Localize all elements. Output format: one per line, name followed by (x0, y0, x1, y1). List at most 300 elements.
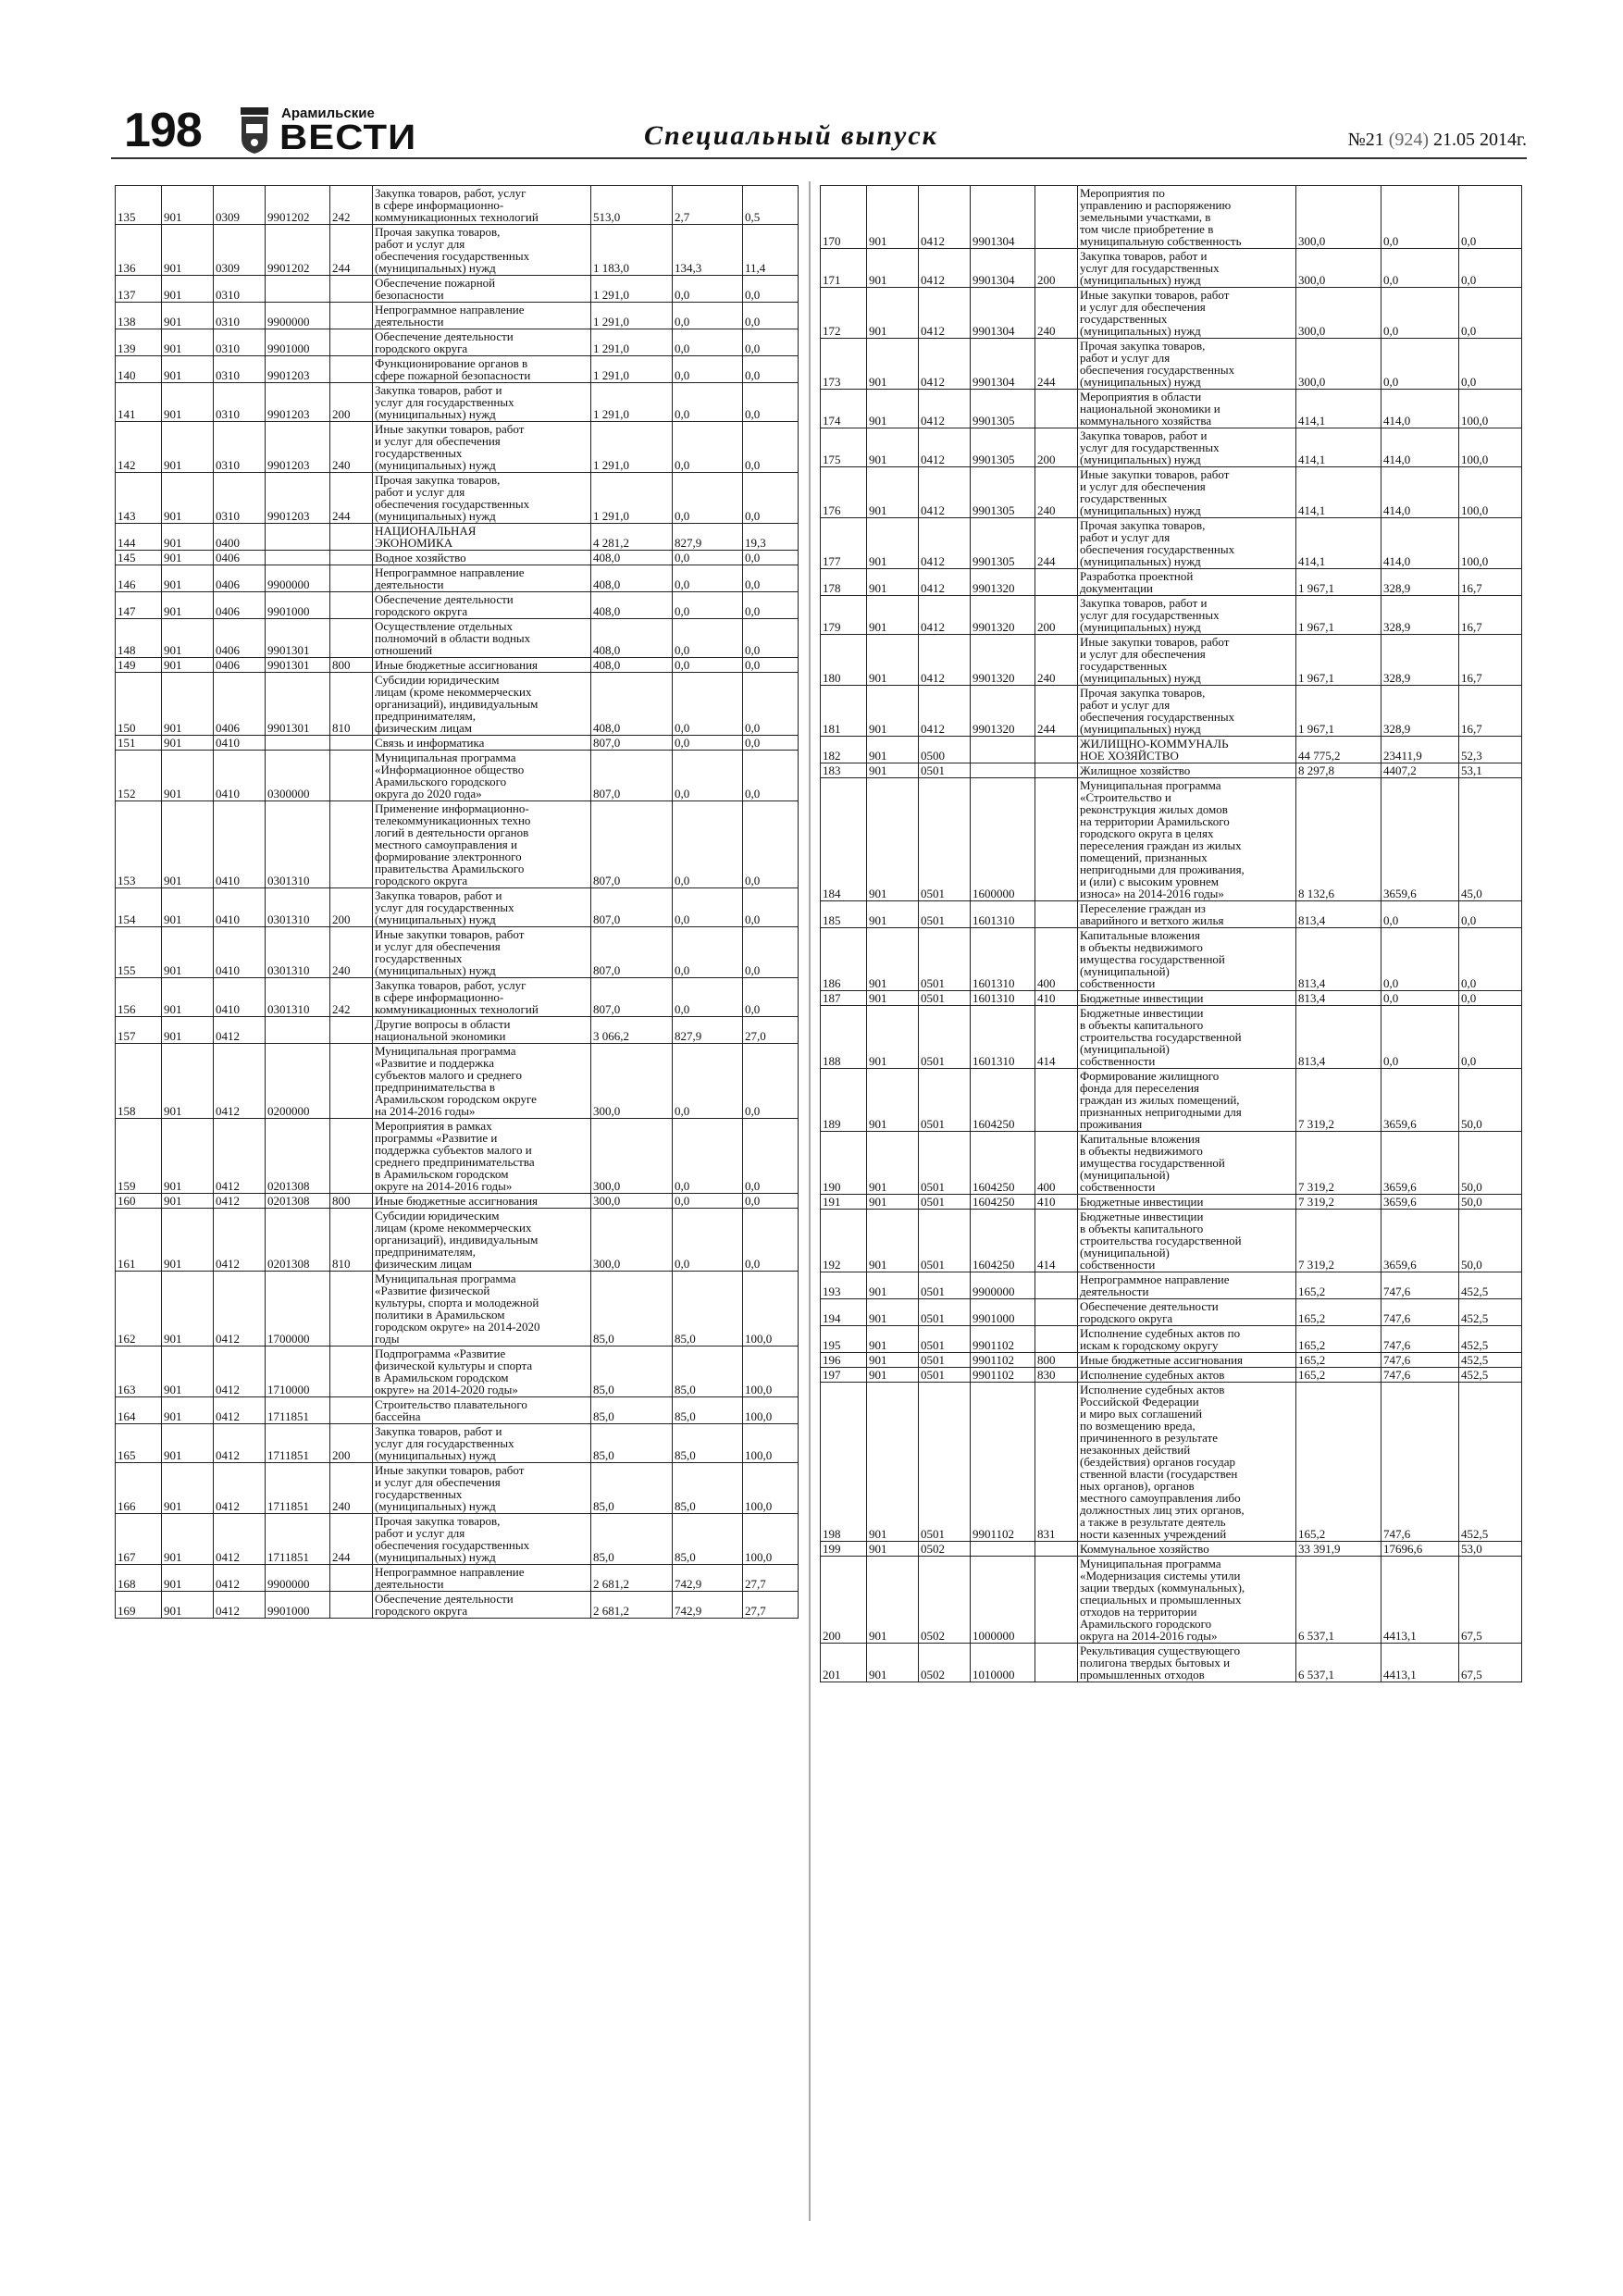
executed-amount: 4413,1 (1381, 1557, 1459, 1644)
planned-amount: 8 132,6 (1296, 778, 1381, 901)
executed-amount: 328,9 (1381, 569, 1459, 596)
executed-amount: 0,0 (673, 619, 743, 658)
executed-amount: 0,0 (1381, 339, 1459, 390)
table-row (821, 288, 1522, 339)
executed-amount: 2,7 (673, 186, 743, 225)
admin-code: 901 (162, 801, 214, 888)
table-row (116, 1272, 799, 1347)
budget-table-right (820, 185, 1522, 1682)
admin-code: 901 (162, 225, 214, 276)
issue-number: №21 (1347, 130, 1384, 150)
section-code: 0412 (214, 1347, 266, 1397)
executed-amount: 0,0 (673, 673, 743, 736)
page-number: 198 (124, 104, 202, 157)
section-code: 0501 (919, 1272, 971, 1299)
planned-amount: 414,1 (1296, 390, 1381, 428)
admin-code: 901 (162, 1397, 214, 1424)
admin-code: 901 (162, 524, 214, 551)
section-code: 0501 (919, 1195, 971, 1210)
executed-amount: 0,0 (1381, 928, 1459, 991)
expense-type: 800 (330, 1194, 373, 1209)
admin-code: 901 (867, 596, 919, 635)
execution-percent: 100,0 (1459, 428, 1522, 467)
execution-percent: 0,0 (743, 276, 799, 303)
executed-amount: 827,9 (673, 1017, 743, 1044)
admin-code: 901 (162, 736, 214, 751)
expense-type (1035, 390, 1078, 428)
execution-percent: 50,0 (1459, 1132, 1522, 1195)
section-code: 0501 (919, 1383, 971, 1542)
row-number: 139 (116, 329, 162, 356)
target-code: 9901102 (971, 1368, 1035, 1383)
target-code (266, 276, 330, 303)
item-name: Муниципальная программа «Строительство и реконструкция жилых домов на территории Арамильского городского округа в целях переселения граждан из жилых помещений, признанных непригодными для проживания, и (или) с высоким уровнем износа» на 2014-2016 годы» (1078, 778, 1296, 901)
executed-amount: 747,6 (1381, 1326, 1459, 1353)
expense-type (1035, 737, 1078, 763)
row-number: 188 (821, 1006, 867, 1069)
planned-amount: 807,0 (591, 801, 673, 888)
planned-amount: 165,2 (1296, 1299, 1381, 1326)
table-row (116, 1514, 799, 1565)
execution-percent: 100,0 (743, 1272, 799, 1347)
expense-type: 244 (1035, 339, 1078, 390)
admin-code: 901 (867, 249, 919, 288)
execution-percent: 0,0 (743, 658, 799, 673)
execution-percent: 0,0 (1459, 991, 1522, 1006)
section-code: 0410 (214, 927, 266, 978)
item-name: Капитальные вложения в объекты недвижимого имущества государственной (муниципальной) собственности (1078, 1132, 1296, 1195)
expense-type: 200 (1035, 428, 1078, 467)
section-code: 0412 (919, 390, 971, 428)
target-code: 9901102 (971, 1353, 1035, 1368)
table-row (116, 1194, 799, 1209)
planned-amount: 300,0 (591, 1209, 673, 1272)
executed-amount: 3659,6 (1381, 1069, 1459, 1132)
execution-percent: 452,5 (1459, 1353, 1522, 1368)
row-number: 148 (116, 619, 162, 658)
execution-percent: 16,7 (1459, 635, 1522, 686)
expense-type: 414 (1035, 1210, 1078, 1272)
table-row (821, 1195, 1522, 1210)
section-code: 0406 (214, 551, 266, 565)
table-row (116, 619, 799, 658)
expense-type: 810 (330, 1209, 373, 1272)
planned-amount: 1 967,1 (1296, 686, 1381, 737)
section-code: 0406 (214, 673, 266, 736)
item-name: Коммунальное хозяйство (1078, 1542, 1296, 1557)
planned-amount: 8 297,8 (1296, 763, 1381, 778)
item-name: Обеспечение деятельности городского округа (1078, 1299, 1296, 1326)
target-code: 9901000 (971, 1299, 1035, 1326)
item-name: Иные закупки товаров, работ и услуг для обеспечения государственных (муниципальных) нужд (373, 422, 591, 473)
target-code: 0301310 (266, 927, 330, 978)
section-code: 0501 (919, 928, 971, 991)
execution-percent: 0,0 (743, 801, 799, 888)
admin-code: 901 (867, 467, 919, 518)
target-code: 1601310 (971, 1006, 1035, 1069)
logo-title: ВЕСТИ (279, 118, 417, 157)
row-number: 163 (116, 1347, 162, 1397)
execution-percent: 0,5 (743, 186, 799, 225)
table-row (116, 592, 799, 619)
table-row (821, 991, 1522, 1006)
target-code: 9901320 (971, 686, 1035, 737)
row-number: 161 (116, 1209, 162, 1272)
executed-amount: 85,0 (673, 1272, 743, 1347)
planned-amount: 7 319,2 (1296, 1195, 1381, 1210)
admin-code: 901 (867, 1006, 919, 1069)
target-code: 9901203 (266, 473, 330, 524)
target-code: 9901301 (266, 619, 330, 658)
target-code (971, 737, 1035, 763)
execution-percent: 0,0 (1459, 288, 1522, 339)
item-name: Бюджетные инвестиции в объекты капитального строительства государственной (муниципальной) собственности (1078, 1006, 1296, 1069)
row-number: 170 (821, 186, 867, 249)
item-name: Формирование жилищного фонда для переселения граждан из жилых помещений, признанных непригодными для проживания (1078, 1069, 1296, 1132)
execution-percent: 27,7 (743, 1592, 799, 1619)
target-code: 9901000 (266, 329, 330, 356)
admin-code: 901 (162, 329, 214, 356)
item-name: Прочая закупка товаров, работ и услуг для обеспечения государственных (муниципальных) нужд (1078, 686, 1296, 737)
executed-amount: 414,0 (1381, 518, 1459, 569)
table-row (821, 518, 1522, 569)
item-name: Прочая закупка товаров, работ и услуг для обеспечения государственных (муниципальных) нужд (373, 225, 591, 276)
item-name: Обеспечение деятельности городского округа (373, 592, 591, 619)
execution-percent: 452,5 (1459, 1299, 1522, 1326)
logo-small-text: Арамильские (281, 105, 375, 121)
admin-code: 901 (162, 888, 214, 927)
target-code: 9900000 (266, 303, 330, 329)
item-name: Иные бюджетные ассигнования (373, 1194, 591, 1209)
table-row (821, 1132, 1522, 1195)
section-code: 0412 (214, 1424, 266, 1463)
row-number: 174 (821, 390, 867, 428)
expense-type (330, 303, 373, 329)
planned-amount: 807,0 (591, 888, 673, 927)
expense-type (330, 1565, 373, 1592)
expense-type (330, 1017, 373, 1044)
target-code: 1604250 (971, 1210, 1035, 1272)
planned-amount: 300,0 (591, 1194, 673, 1209)
expense-type (1035, 1272, 1078, 1299)
target-code: 1010000 (971, 1644, 1035, 1682)
row-number: 157 (116, 1017, 162, 1044)
execution-percent: 0,0 (743, 673, 799, 736)
item-name: Бюджетные инвестиции в объекты капитального строительства государственной (муниципальной) собственности (1078, 1210, 1296, 1272)
executed-amount: 0,0 (673, 276, 743, 303)
execution-percent: 100,0 (1459, 390, 1522, 428)
admin-code: 901 (162, 356, 214, 383)
executed-amount: 85,0 (673, 1424, 743, 1463)
executed-amount: 414,0 (1381, 390, 1459, 428)
item-name: Связь и информатика (373, 736, 591, 751)
executed-amount: 747,6 (1381, 1383, 1459, 1542)
admin-code: 901 (867, 928, 919, 991)
row-number: 159 (116, 1119, 162, 1194)
row-number: 195 (821, 1326, 867, 1353)
table-row (821, 737, 1522, 763)
executed-amount: 0,0 (1381, 901, 1459, 928)
planned-amount: 85,0 (591, 1272, 673, 1347)
item-name: Прочая закупка товаров, работ и услуг для обеспечения государственных (муниципальных) нужд (1078, 339, 1296, 390)
executed-amount: 414,0 (1381, 467, 1459, 518)
executed-amount: 3659,6 (1381, 1195, 1459, 1210)
table-row (821, 1644, 1522, 1682)
admin-code: 901 (162, 751, 214, 801)
planned-amount: 807,0 (591, 736, 673, 751)
planned-amount: 7 319,2 (1296, 1069, 1381, 1132)
admin-code: 901 (867, 1132, 919, 1195)
row-number: 145 (116, 551, 162, 565)
admin-code: 901 (867, 1368, 919, 1383)
executed-amount: 742,9 (673, 1592, 743, 1619)
target-code: 1710000 (266, 1347, 330, 1397)
planned-amount: 807,0 (591, 978, 673, 1017)
row-number: 190 (821, 1132, 867, 1195)
section-code: 0412 (214, 1044, 266, 1119)
planned-amount: 408,0 (591, 565, 673, 592)
item-name: Функционирование органов в сфере пожарной безопасности (373, 356, 591, 383)
section-code: 0406 (214, 619, 266, 658)
table-row (821, 778, 1522, 901)
admin-code: 901 (162, 1119, 214, 1194)
section-code: 0412 (214, 1514, 266, 1565)
item-name: Мероприятия в рамках программы «Развитие и поддержка субъектов малого и среднего предпринимательства в Арамильском городском округе на 2014-2016 годы» (373, 1119, 591, 1194)
executed-amount: 17696,6 (1381, 1542, 1459, 1557)
target-code: 9900000 (266, 565, 330, 592)
target-code: 1604250 (971, 1132, 1035, 1195)
table-row (116, 329, 799, 356)
execution-percent: 67,5 (1459, 1644, 1522, 1682)
execution-percent: 0,0 (1459, 186, 1522, 249)
target-code: 9901203 (266, 383, 330, 422)
section-code: 0502 (919, 1644, 971, 1682)
planned-amount: 813,4 (1296, 901, 1381, 928)
target-code: 1604250 (971, 1069, 1035, 1132)
table-row (116, 1397, 799, 1424)
planned-amount: 414,1 (1296, 428, 1381, 467)
execution-percent: 27,7 (743, 1565, 799, 1592)
execution-percent: 0,0 (743, 751, 799, 801)
planned-amount: 300,0 (591, 1119, 673, 1194)
admin-code: 901 (867, 1326, 919, 1353)
execution-percent: 0,0 (743, 1119, 799, 1194)
executed-amount: 747,6 (1381, 1299, 1459, 1326)
table-row (116, 565, 799, 592)
item-name: Жилищное хозяйство (1078, 763, 1296, 778)
execution-percent: 0,0 (1459, 928, 1522, 991)
execution-percent: 0,0 (743, 356, 799, 383)
item-name: Непрограммное направление деятельности (1078, 1272, 1296, 1299)
target-code: 0300000 (266, 751, 330, 801)
executed-amount: 85,0 (673, 1514, 743, 1565)
expense-type (1035, 1557, 1078, 1644)
planned-amount: 300,0 (1296, 339, 1381, 390)
item-name: Исполнение судебных актов по искам к городскому округу (1078, 1326, 1296, 1353)
planned-amount: 4 281,2 (591, 524, 673, 551)
item-name: Обеспечение деятельности городского округа (373, 329, 591, 356)
executed-amount: 0,0 (673, 303, 743, 329)
expense-type: 240 (1035, 467, 1078, 518)
admin-code: 901 (867, 1353, 919, 1368)
section-code: 0412 (919, 288, 971, 339)
admin-code: 901 (162, 276, 214, 303)
section-code: 0410 (214, 888, 266, 927)
row-number: 199 (821, 1542, 867, 1557)
executed-amount: 747,6 (1381, 1368, 1459, 1383)
section-code: 0501 (919, 1006, 971, 1069)
execution-percent: 52,3 (1459, 737, 1522, 763)
expense-type: 200 (330, 383, 373, 422)
executed-amount: 23411,9 (1381, 737, 1459, 763)
row-number: 182 (821, 737, 867, 763)
expense-type (330, 1592, 373, 1619)
row-number: 172 (821, 288, 867, 339)
expense-type (330, 276, 373, 303)
section-code: 0412 (214, 1272, 266, 1347)
admin-code: 901 (162, 422, 214, 473)
target-code (266, 736, 330, 751)
target-code (266, 1017, 330, 1044)
planned-amount: 85,0 (591, 1397, 673, 1424)
planned-amount: 165,2 (1296, 1272, 1381, 1299)
target-code (266, 551, 330, 565)
admin-code: 901 (867, 737, 919, 763)
row-number: 189 (821, 1069, 867, 1132)
row-number: 141 (116, 383, 162, 422)
execution-percent: 0,0 (743, 978, 799, 1017)
planned-amount: 414,1 (1296, 467, 1381, 518)
item-name: Мероприятия в области национальной экономики и коммунального хозяйства (1078, 390, 1296, 428)
planned-amount: 807,0 (591, 927, 673, 978)
row-number: 197 (821, 1368, 867, 1383)
section-code: 0412 (919, 428, 971, 467)
item-name: Закупка товаров, работ и услуг для государственных (муниципальных) нужд (1078, 428, 1296, 467)
item-name: Обеспечение деятельности городского округа (373, 1592, 591, 1619)
table-row (116, 658, 799, 673)
table-row (821, 1210, 1522, 1272)
row-number: 185 (821, 901, 867, 928)
execution-percent: 100,0 (743, 1463, 799, 1514)
row-number: 160 (116, 1194, 162, 1209)
target-code (971, 763, 1035, 778)
row-number: 201 (821, 1644, 867, 1682)
executed-amount: 0,0 (673, 1194, 743, 1209)
issue-date: 21.05 2014г. (1433, 130, 1527, 150)
planned-amount: 2 681,2 (591, 1565, 673, 1592)
planned-amount: 408,0 (591, 592, 673, 619)
expense-type: 810 (330, 673, 373, 736)
expense-type (330, 565, 373, 592)
section-code: 0412 (919, 518, 971, 569)
planned-amount: 7 319,2 (1296, 1132, 1381, 1195)
target-code: 1711851 (266, 1424, 330, 1463)
section-code: 0412 (919, 249, 971, 288)
executed-amount: 328,9 (1381, 635, 1459, 686)
planned-amount: 33 391,9 (1296, 1542, 1381, 1557)
admin-code: 901 (867, 1210, 919, 1272)
table-row (116, 801, 799, 888)
executed-amount: 85,0 (673, 1463, 743, 1514)
executed-amount: 0,0 (673, 658, 743, 673)
admin-code: 901 (867, 778, 919, 901)
execution-percent: 0,0 (743, 551, 799, 565)
expense-type: 200 (1035, 596, 1078, 635)
item-name: Закупка товаров, работ, услуг в сфере информационно- коммуникационных технологий (373, 186, 591, 225)
target-code: 0301310 (266, 801, 330, 888)
executed-amount: 4413,1 (1381, 1644, 1459, 1682)
row-number: 193 (821, 1272, 867, 1299)
table-row (116, 673, 799, 736)
executed-amount: 4407,2 (1381, 763, 1459, 778)
admin-code: 901 (162, 303, 214, 329)
row-number: 183 (821, 763, 867, 778)
section-code: 0501 (919, 1299, 971, 1326)
admin-code: 901 (162, 1209, 214, 1272)
item-name: Применение информационно- телекоммуникационных техно логий в деятельности органов местного самоуправления и формирование электронного правительства Арамильского городского округа (373, 801, 591, 888)
planned-amount: 85,0 (591, 1424, 673, 1463)
section-code: 0309 (214, 225, 266, 276)
planned-amount: 300,0 (1296, 249, 1381, 288)
admin-code: 901 (867, 1272, 919, 1299)
table-row (821, 390, 1522, 428)
executed-amount: 0,0 (673, 329, 743, 356)
executed-amount: 85,0 (673, 1347, 743, 1397)
section-code: 0410 (214, 978, 266, 1017)
section-code: 0502 (919, 1542, 971, 1557)
target-code: 9901305 (971, 390, 1035, 428)
expense-type (1035, 1326, 1078, 1353)
execution-percent: 0,0 (1459, 901, 1522, 928)
item-name: Иные закупки товаров, работ и услуг для обеспечения государственных (муниципальных) нужд (373, 927, 591, 978)
item-name: Осуществление отдельных полномочий в области водных отношений (373, 619, 591, 658)
item-name: Иные закупки товаров, работ и услуг для обеспечения государственных (муниципальных) нужд (1078, 288, 1296, 339)
admin-code: 901 (867, 635, 919, 686)
executed-amount: 0,0 (673, 888, 743, 927)
admin-code: 901 (162, 383, 214, 422)
expense-type (330, 801, 373, 888)
planned-amount: 2 681,2 (591, 1592, 673, 1619)
execution-percent: 0,0 (1459, 249, 1522, 288)
section-code: 0310 (214, 303, 266, 329)
planned-amount: 807,0 (591, 751, 673, 801)
section-code: 0412 (919, 596, 971, 635)
execution-percent: 100,0 (1459, 518, 1522, 569)
expense-type (1035, 1299, 1078, 1326)
execution-percent: 0,0 (1459, 339, 1522, 390)
planned-amount: 1 291,0 (591, 473, 673, 524)
item-name: Муниципальная программа «Развитие и поддержка субъектов малого и среднего предпринимательства в Арамильском городском округе на 2014-2016 годы» (373, 1044, 591, 1119)
planned-amount: 165,2 (1296, 1353, 1381, 1368)
executed-amount: 0,0 (673, 927, 743, 978)
item-name: Прочая закупка товаров, работ и услуг для обеспечения государственных (муниципальных) нужд (1078, 518, 1296, 569)
table-row (116, 356, 799, 383)
admin-code: 901 (162, 1272, 214, 1347)
expense-type (330, 524, 373, 551)
section-code: 0412 (919, 467, 971, 518)
section-code: 0406 (214, 592, 266, 619)
table-row (821, 686, 1522, 737)
target-code: 9901320 (971, 635, 1035, 686)
target-code: 9901000 (266, 1592, 330, 1619)
execution-percent: 0,0 (743, 888, 799, 927)
expense-type (330, 356, 373, 383)
table-row (116, 1044, 799, 1119)
row-number: 154 (116, 888, 162, 927)
planned-amount: 165,2 (1296, 1368, 1381, 1383)
special-issue-label: Специальный выпуск (644, 120, 938, 151)
table-row (821, 1368, 1522, 1383)
